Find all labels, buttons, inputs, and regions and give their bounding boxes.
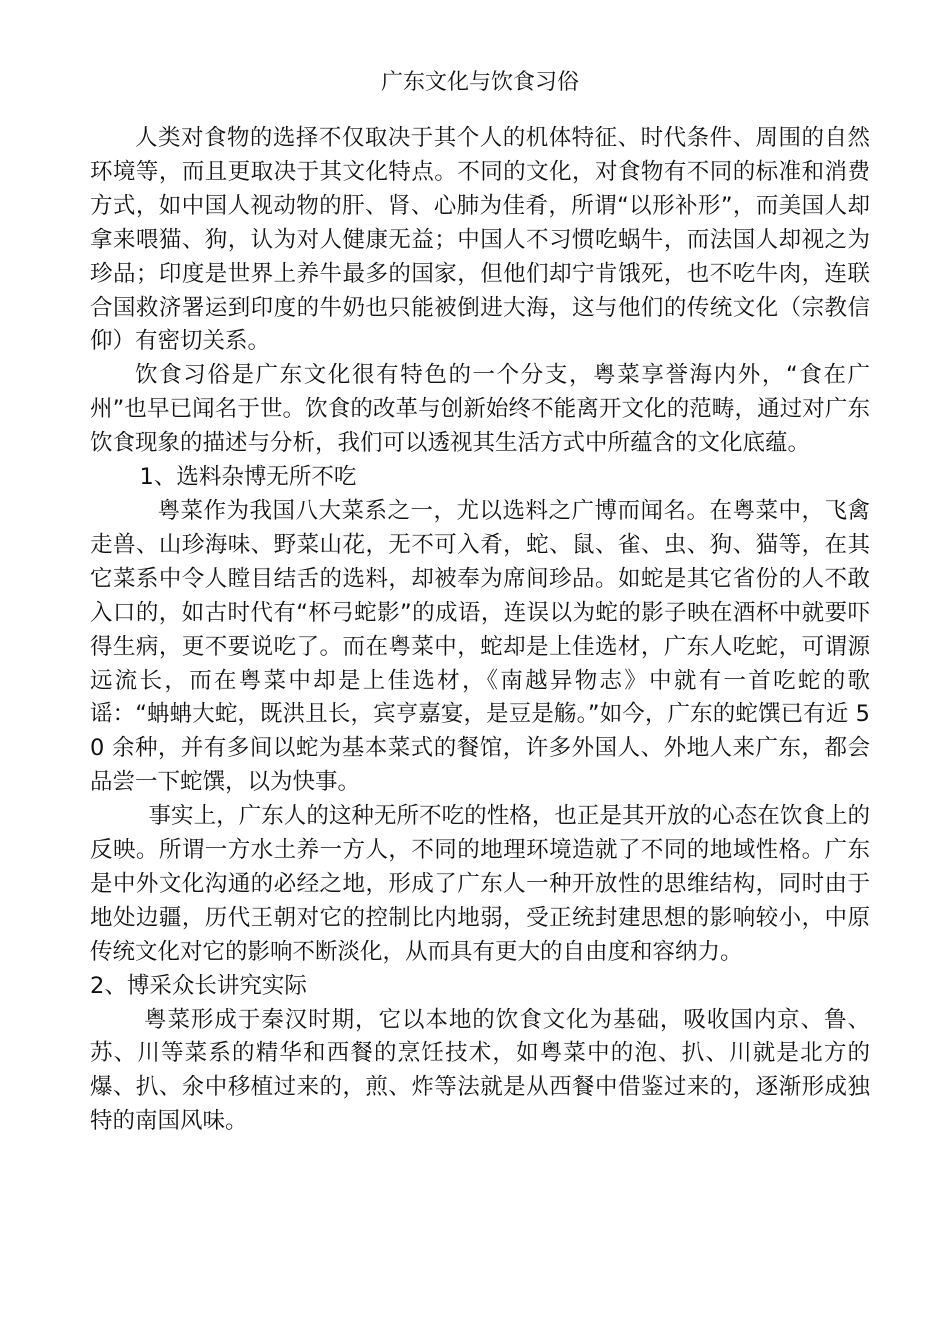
paragraph-intro: 人类对食物的选择不仅取决于其个人的机体特征、时代条件、周围的自然环境等，而且更取决于其文化特点。不同的文化，对食物有不同的标准和消费方式，如中国人视动物的肝、肾、心肺为佳肴，所谓“以形补形”，而美国人却拿来喂猫、狗，认为对人健康无益；中国人不习惯吃蜗牛，而法国人却视之为珍品；印度是世界上养牛最多的国家，但他们却宁肯饿死，也不吃牛肉，连联合国救济署运到印度的牛奶也只能被倒进大海，这与他们的传统文化（宗教信仰）有密切关系。: [90, 125, 870, 355]
section-2-paragraph-1: 粤菜形成于秦汉时期，它以本地的饮食文化为基础，吸收国内京、鲁、苏、川等菜系的精华和西餐的烹饪技术，如粤菜中的泡、扒、川就是北方的爆、扒、氽中移植过来的，煎、炸等法就是从西餐中借鉴过来的，逐渐形成独特的南国风味。: [90, 1006, 870, 1135]
section-1-heading: 1、选料杂博无所不吃: [139, 464, 357, 491]
section-2-heading: 2、博采众长讲究实际: [90, 972, 307, 999]
document-page: [90, 66, 870, 1139]
section-1-paragraph-1: 粤菜作为我国八大菜系之一，尤以选料之广博而闻名。在粤菜中，飞禽走兽、山珍海味、野菜山花，无不可入肴，蛇、鼠、雀、虫、狗、猫等，在其它菜系中令人瞠目结舌的选料，却被奉为席间珍品。如蛇是其它省份的人不敢入口的，如古时代有“杯弓蛇影”的成语，连误以为蛇的影子映在酒杯中就要吓得生病，更不要说吃了。而在粤菜中，蛇却是上佳选材，广东人吃蛇，可谓源远流长，而在粤菜中却是上佳选材，《南越异物志》中就有一首吃蛇的歌谣：“蚺蚺大蛇，既洪且长，宾亨嘉宴，是豆是觞。”如今，广东的蛇馔已有近 50 余种，并有多间以蛇为基本菜式的餐馆，许多外国人、外地人来广东，都会品尝一下蛇馔，以为快事。: [90, 497, 870, 796]
paragraph-overview: 饮食习俗是广东文化很有特色的一个分支，粤菜享誉海内外，“食在广州”也早已闻名于世。饮食的改革与创新始终不能离开文化的范畴，通过对广东饮食现象的描述与分析，我们可以透视其生活方式中所蕴含的文化底蕴。: [90, 362, 870, 457]
section-1-paragraph-2: 事实上，广东人的这种无所不吃的性格，也正是其开放的心态在饮食上的反映。所谓一方水土养一方人，不同的地理环境造就了不同的地域性格。广东是中外文化沟通的必经之地，形成了广东人一种开放性的思维结构，同时由于地处边疆，历代王朝对它的控制比内地弱，受正统封建思想的影响较小，中原传统文化对它的影响不断淡化，从而具有更大的自由度和容纳力。: [90, 803, 870, 965]
document-title: 广东文化与饮食习俗: [380, 70, 579, 95]
